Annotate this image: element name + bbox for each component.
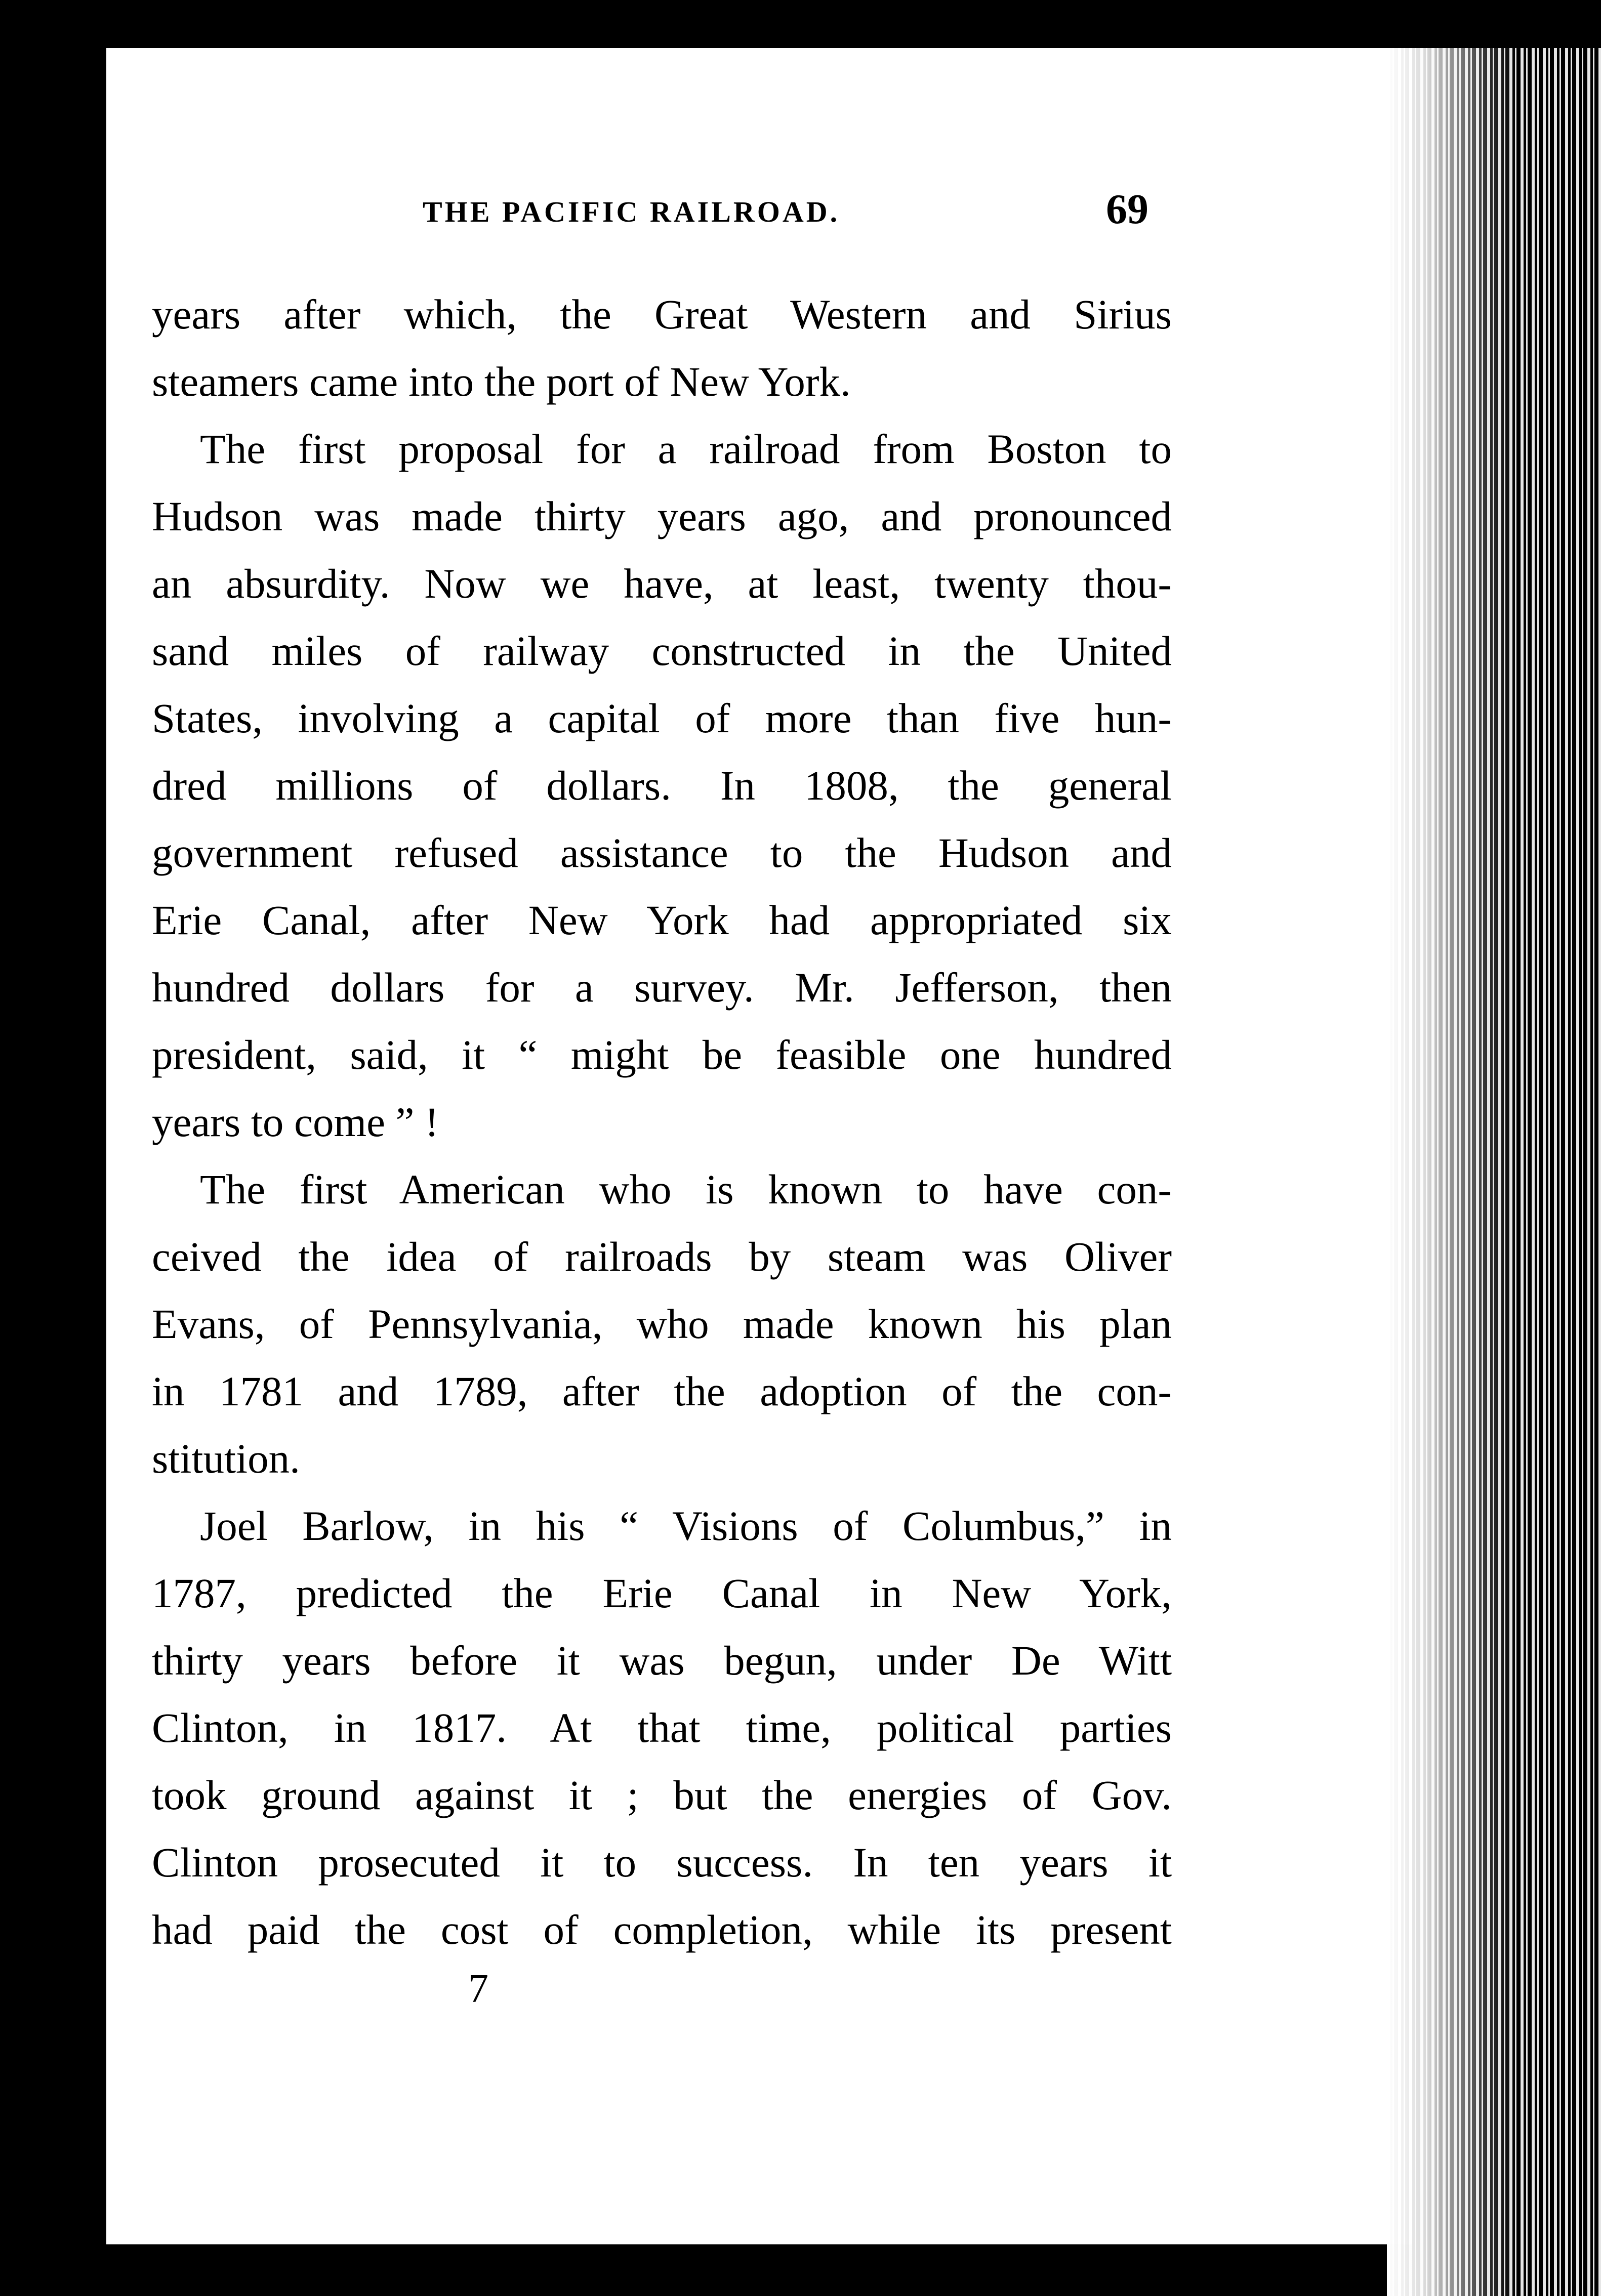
running-head: THE PACIFIC RAILROAD. [423, 195, 840, 228]
text-line: States, involving a capital of more than five hun- [152, 695, 1172, 741]
text-line: steamers came into the port of New York. [152, 358, 851, 405]
text-line: Clinton prosecuted it to success. In ten years it [152, 1839, 1172, 1886]
text-line: hundred dollars for a survey. Mr. Jefferson, then [152, 964, 1172, 1011]
text-line: ceived the idea of railroads by steam was Oliver [152, 1233, 1172, 1280]
text-line: years to come ” ! [152, 1099, 439, 1145]
text-line: Evans, of Pennsylvania, who made known his plan [152, 1301, 1172, 1347]
text-line: The first American who is known to have con- [200, 1166, 1172, 1213]
text-line: Erie Canal, after New York had appropriated six [152, 897, 1172, 943]
scan-border-left [0, 0, 35, 2296]
page-number: 69 [1106, 186, 1148, 233]
text-line: sand miles of railway constructed in the United [152, 628, 1172, 674]
body-text [152, 281, 1172, 1964]
text-line: took ground against it ; but the energies of Gov. [152, 1772, 1172, 1818]
page-edge-fade [1387, 48, 1518, 2296]
text-line: had paid the cost of completion, while its present [152, 1906, 1172, 1953]
text-line: stitution. [152, 1435, 300, 1482]
text-line: government refused assistance to the Hudson and [152, 829, 1172, 876]
text-line: The first proposal for a railroad from Boston to [200, 426, 1172, 472]
text-line: dred millions of dollars. In 1808, the general [152, 762, 1172, 809]
text-line: president, said, it “ might be feasible one hundred [152, 1031, 1172, 1078]
text-line: in 1781 and 1789, after the adoption of the con- [152, 1368, 1172, 1414]
text-line: thirty years before it was begun, under De Witt [152, 1637, 1172, 1684]
text-line: Hudson was made thirty years ago, and pronounced [152, 493, 1172, 539]
text-line: Clinton, in 1817. At that time, political parties [152, 1704, 1172, 1751]
text-line: an absurdity. Now we have, at least, twenty thou- [152, 560, 1172, 607]
text-line: 1787, predicted the Erie Canal in New York, [152, 1570, 1172, 1616]
signature-mark: 7 [468, 1967, 488, 2011]
text-line: years after which, the Great Western and Sirius [152, 291, 1172, 338]
text-line: Joel Barlow, in his “ Visions of Columbus,” in [200, 1502, 1172, 1549]
